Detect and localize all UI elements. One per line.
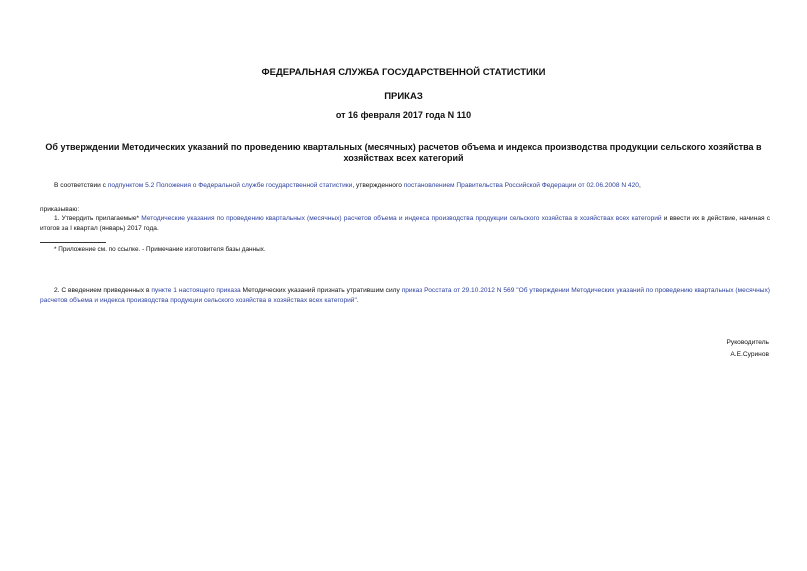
link-rosstat-order-569[interactable]: приказ Росстата от 29.10.2012 N 569 "Об утверждении Методических указаний по проведению квартальных (месячных) расчетов объема и индекса производства продукции сельского хозяйства в хозяйствах всех категорий": [40, 287, 771, 304]
footnote-divider: [40, 242, 106, 243]
item-2-pre: 2. С введением приведенных в: [54, 287, 152, 294]
paragraph-item-1: [40, 214, 770, 234]
footnote-text: * Приложение см. по ссылке. - Примечание изготовителя базы данных.: [54, 246, 266, 253]
link-government-resolution[interactable]: постановлением Правительства Российской Федерации от 02.06.2008 N 420: [403, 182, 639, 189]
item-1-pre: 1. Утвердить прилагаемые*: [54, 215, 142, 222]
signature-position: Руководитель: [726, 339, 769, 346]
link-regulation-5-2[interactable]: подпунктом 5.2 Положения о Федеральной службе государственной статистики: [107, 182, 353, 189]
signature-block: [727, 337, 769, 361]
link-item-1-reference[interactable]: пункте 1 настоящего приказа: [151, 287, 241, 294]
paragraph-basis-post: ,: [638, 182, 641, 189]
item-1-post: и ввести их в действие, начиная с итогов за I квартал (январь) 2017 года.: [40, 215, 771, 232]
signature-name: А.Е.Суринов: [730, 351, 769, 358]
date-number-heading: от 16 февраля 2017 года N 110: [335, 110, 472, 120]
paragraph-basis-pre: В соответствии с: [54, 182, 108, 189]
paragraph-item-2: [40, 286, 770, 306]
doc-type-heading: ПРИКАЗ: [384, 91, 423, 102]
paragraph-basis-mid: , утвержденного: [352, 182, 404, 189]
paragraph-order-word: приказываю:: [40, 206, 80, 213]
item-2-mid: Методических указаний признать утратившим силу: [240, 287, 402, 294]
document-title: Об утверждении Методических указаний по проведению квартальных (месячных) расчетов объема и индекса производства продукции сельского хозяйства в хозяйствах всех категорий: [45, 142, 762, 163]
item-2-post: .: [356, 297, 359, 304]
link-methodical-guidelines[interactable]: Методические указания по проведению квартальных (месячных) расчетов объема и индекса производства продукции сельского хозяйства в хозяйствах всех категорий: [141, 215, 662, 222]
paragraph-basis: [40, 181, 770, 191]
agency-heading: ФЕДЕРАЛЬНАЯ СЛУЖБА ГОСУДАРСТВЕННОЙ СТАТИСТИКИ: [261, 67, 546, 78]
